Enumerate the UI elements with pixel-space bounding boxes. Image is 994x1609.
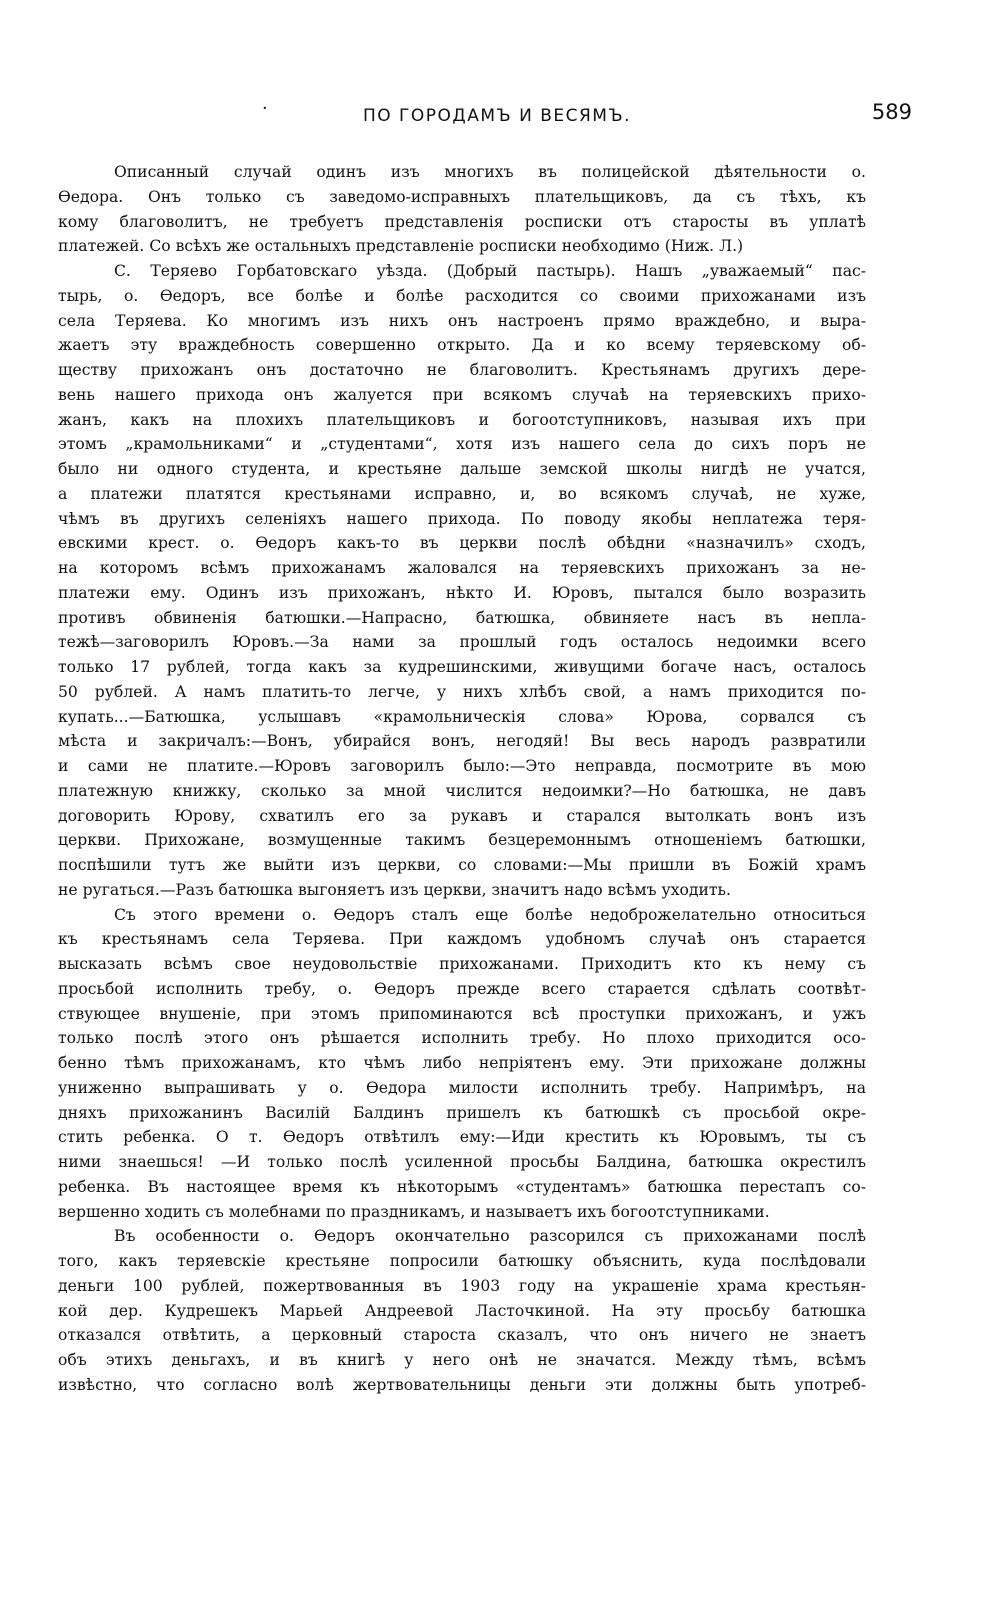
text-line: и сами не платите.—Юровъ заговорилъ было:—Это неправда, посмотрите въ мою [58, 757, 866, 775]
text-line: села Теряева. Ко многимъ изъ нихъ онъ настроенъ прямо враждебно, и выра- [58, 311, 866, 330]
text-line: церкви. Прихожане, возмущенные такимъ безцеремоннымъ отношеніемъ батюшки, [58, 831, 866, 850]
text-line: было ни одного студента, и крестьяне дальше земской школы нигдѣ не учатся, [58, 460, 866, 478]
stray-ink-mark: · [262, 98, 268, 119]
paragraph [58, 160, 866, 259]
text-line: того, какъ теряевскіе крестьяне попросили батюшку объяснить, куда послѣдовали [58, 1252, 866, 1270]
page-header [60, 100, 934, 136]
text-line: объ этихъ деньгахъ, и въ книгѣ у него онѣ не значатся. Между тѣмъ, всѣмъ [58, 1351, 866, 1369]
text-line: вень нашего прихода онъ жалуется при всякомъ случаѣ на теряевскихъ прихо- [58, 385, 866, 404]
text-line: С. Теряево Горбатовскаго уѣзда. (Добрый пастырь). Нашъ „уважаемый“ пас- [114, 262, 866, 280]
text-line: высказать всѣмъ свое неудовольствіе прихожанами. Приходитъ кто къ нему съ [58, 955, 866, 973]
body-text [58, 160, 866, 1398]
text-line: деньги 100 рублей, пожертвованныя въ 1903 году на украшеніе храма крестьян- [58, 1276, 866, 1295]
text-line: отказался отвѣтить, а церковный староста сказалъ, что онъ ничего не знаетъ [58, 1326, 866, 1345]
text-line: стить ребенка. О т. Ѳедоръ отвѣтилъ ему:—Иди крестить къ Юровымъ, ты съ [58, 1128, 866, 1147]
text-line: вершенно ходить съ молебнами по праздникамъ, и называетъ ихъ богоотступниками. [58, 1202, 770, 1221]
text-line: этомъ „крамольниками“ и „студентами“, хотя изъ нашего села до сихъ поръ не [58, 435, 866, 454]
text-line: на которомъ всѣмъ прихожанамъ жаловался на теряевскихъ прихожанъ за не- [58, 559, 866, 577]
text-line: платежную книжку, сколько за мной числится недоимки?—Но батюшка, не давъ [58, 781, 866, 800]
text-line: платежей. Со всѣхъ же остальныхъ представленіе росписки необходимо (Ниж. Л.) [58, 237, 744, 256]
text-line: чѣмъ въ другихъ селеніяхъ нашего прихода. По поводу якобы неплатежа теря- [58, 509, 866, 528]
page-number: 589 [871, 100, 912, 124]
paragraph [58, 1224, 866, 1397]
text-line: извѣстно, что согласно волѣ жертвовательницы деньги эти должны быть употреб- [58, 1375, 866, 1394]
text-line: не ругаться.—Разъ батюшка выгоняетъ изъ церкви, значитъ надо всѣмъ уходить. [58, 880, 731, 899]
text-line: жанъ, какъ на плохихъ плательщиковъ и богоотступниковъ, называя ихъ при [58, 410, 866, 429]
text-line: кому благоволитъ, не требуетъ представленія росписки отъ старосты въ уплатѣ [58, 212, 866, 231]
text-line: только послѣ этого онъ рѣшается исполнить требу. Но плохо приходится осо- [58, 1029, 866, 1048]
text-line: дняхъ прихожанинъ Василій Балдинъ пришелъ къ батюшкѣ съ просьбой окре- [58, 1103, 866, 1122]
text-line: Въ особенности о. Ѳедоръ окончательно разсорился съ прихожанами послѣ [114, 1227, 866, 1246]
text-line: просьбой исполнить требу, о. Ѳедоръ прежде всего старается сдѣлать соотвѣт- [58, 979, 866, 998]
text-line: тырь, о. Ѳедоръ, все болѣе и болѣе расходится со своими прихожанами изъ [58, 286, 866, 305]
text-line: ребенка. Въ настоящее время къ нѣкоторымъ «студентамъ» батюшка перестапъ со- [58, 1177, 866, 1196]
paragraph [58, 903, 866, 1225]
text-line: купать...—Батюшка, услышавъ «крамольническія слова» Юрова, сорвался съ [58, 707, 866, 726]
text-line: къ крестьянамъ села Теряева. При каждомъ удобномъ случаѣ онъ старается [58, 930, 866, 949]
text-line: Описанный случай одинъ изъ многихъ въ полицейской дѣятельности о. [114, 163, 866, 181]
text-line: договорить Юрову, схватилъ его за рукавъ и старался вытолкать вонъ изъ [58, 806, 866, 825]
text-line: только 17 рублей, тогда какъ за кудрешинскими, живущими богаче насъ, осталось [58, 658, 866, 676]
text-line: кой дер. Кудрешекъ Марьей Андреевой Ласточкиной. На эту просьбу батюшка [58, 1301, 866, 1320]
text-line: Съ этого времени о. Ѳедоръ сталъ еще болѣе недоброжелательно относиться [114, 905, 866, 924]
paragraph [58, 259, 866, 903]
text-line: униженно выпрашивать у о. Ѳедора милости исполнить требу. Напримѣръ, на [58, 1078, 866, 1097]
text-line: тежѣ—заговорилъ Юровъ.—За нами за прошлый годъ осталось недоимки всего [58, 633, 866, 652]
text-line: ществу прихожанъ онъ достаточно не благоволитъ. Крестьянамъ другихъ дере- [58, 361, 866, 379]
text-line: поспѣшили тутъ же выйти изъ церкви, со словами:—Мы пришли въ Божій храмъ [58, 856, 866, 874]
text-line: жаетъ эту враждебность совершенно открыто. Да и ко всему теряевскому об- [58, 336, 866, 355]
running-head: ПО ГОРОДАМЪ И ВЕСЯМЪ. [362, 106, 631, 126]
text-line: противъ обвиненія батюшки.—Напрасно, батюшка, обвиняете насъ въ непла- [58, 608, 866, 627]
text-line: а платежи платятся крестьянами исправно, и, во всякомъ случаѣ, не хуже, [58, 484, 866, 503]
text-line: ствующее внушеніе, при этомъ припоминаются всѣ проступки прихожанъ, и ужъ [58, 1004, 866, 1023]
text-line: ними знаешься! —И только послѣ усиленной просьбы Балдина, батюшка окрестилъ [58, 1153, 866, 1171]
text-line: евскими крест. о. Ѳедоръ какъ-то въ церкви послѣ обѣдни «назначилъ» сходъ, [58, 534, 866, 553]
text-line: бенно тѣмъ прихожанамъ, кто чѣмъ либо непріятенъ ему. Эти прихожане должны [58, 1054, 866, 1072]
text-line: Ѳедора. Онъ только съ заведомо-исправныхъ плательщиковъ, да съ тѣхъ, къ [58, 187, 866, 206]
text-line: мѣста и закричалъ:—Вонъ, убирайся вонъ, негодяй! Вы весь народъ развратили [58, 732, 866, 751]
text-line: платежи ему. Одинъ изъ прихожанъ, нѣкто И. Юровъ, пытался было возразить [58, 583, 866, 602]
text-line: 50 рублей. А намъ платить-то легче, у нихъ хлѣбъ свой, а намъ приходится по- [58, 682, 866, 701]
